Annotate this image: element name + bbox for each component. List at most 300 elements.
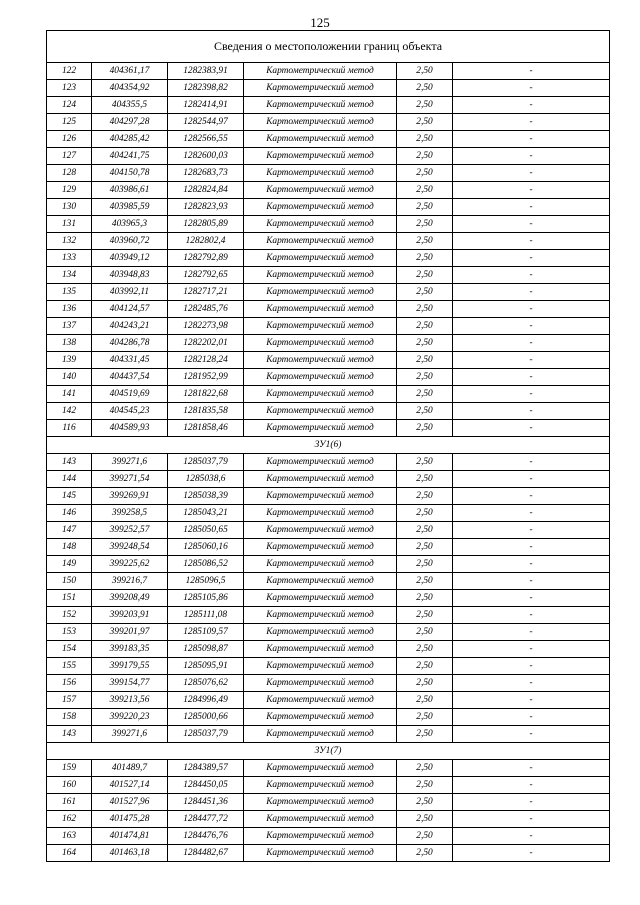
x-coordinate-cell: 404150,78 <box>92 165 168 182</box>
method-cell: Картометрический метод <box>244 454 397 471</box>
y-coordinate-cell: 1282566,55 <box>168 131 244 148</box>
point-number-cell: 123 <box>47 80 92 97</box>
x-coordinate-cell: 404297,28 <box>92 114 168 131</box>
method-cell: Картометрический метод <box>244 199 397 216</box>
description-cell: - <box>453 624 610 641</box>
accuracy-cell: 2,50 <box>397 658 453 675</box>
table-row <box>47 811 610 828</box>
accuracy-cell: 2,50 <box>397 148 453 165</box>
y-coordinate-cell: 1281835,58 <box>168 403 244 420</box>
accuracy-cell: 2,50 <box>397 63 453 80</box>
accuracy-cell: 2,50 <box>397 420 453 437</box>
accuracy-cell: 2,50 <box>397 624 453 641</box>
x-coordinate-cell: 401475,28 <box>92 811 168 828</box>
description-cell: - <box>453 369 610 386</box>
x-coordinate-cell: 399252,57 <box>92 522 168 539</box>
y-coordinate-cell: 1285037,79 <box>168 726 244 743</box>
x-coordinate-cell: 401474,81 <box>92 828 168 845</box>
description-cell: - <box>453 760 610 777</box>
table-row <box>47 556 610 573</box>
accuracy-cell: 2,50 <box>397 454 453 471</box>
accuracy-cell: 2,50 <box>397 675 453 692</box>
method-cell: Картометрический метод <box>244 760 397 777</box>
description-cell: - <box>453 675 610 692</box>
description-cell: - <box>453 811 610 828</box>
point-number-cell: 147 <box>47 522 92 539</box>
point-number-cell: 146 <box>47 505 92 522</box>
y-coordinate-cell: 1282792,65 <box>168 267 244 284</box>
method-cell: Картометрический метод <box>244 828 397 845</box>
point-number-cell: 158 <box>47 709 92 726</box>
accuracy-cell: 2,50 <box>397 369 453 386</box>
y-coordinate-cell: 1284451,36 <box>168 794 244 811</box>
x-coordinate-cell: 403960,72 <box>92 233 168 250</box>
method-cell: Картометрический метод <box>244 318 397 335</box>
x-coordinate-cell: 404519,69 <box>92 386 168 403</box>
x-coordinate-cell: 399225,62 <box>92 556 168 573</box>
method-cell: Картометрический метод <box>244 658 397 675</box>
point-number-cell: 150 <box>47 573 92 590</box>
point-number-cell: 143 <box>47 454 92 471</box>
table-title-row <box>47 31 610 63</box>
method-cell: Картометрический метод <box>244 607 397 624</box>
table-row <box>47 726 610 743</box>
table-row <box>47 403 610 420</box>
x-coordinate-cell: 399208,49 <box>92 590 168 607</box>
accuracy-cell: 2,50 <box>397 386 453 403</box>
description-cell: - <box>453 488 610 505</box>
accuracy-cell: 2,50 <box>397 573 453 590</box>
table-row <box>47 505 610 522</box>
accuracy-cell: 2,50 <box>397 641 453 658</box>
x-coordinate-cell: 404241,75 <box>92 148 168 165</box>
method-cell: Картометрический метод <box>244 301 397 318</box>
table-row <box>47 63 610 80</box>
method-cell: Картометрический метод <box>244 267 397 284</box>
x-coordinate-cell: 401527,14 <box>92 777 168 794</box>
description-cell: - <box>453 573 610 590</box>
x-coordinate-cell: 404355,5 <box>92 97 168 114</box>
description-cell: - <box>453 709 610 726</box>
point-number-cell: 157 <box>47 692 92 709</box>
y-coordinate-cell: 1285038,39 <box>168 488 244 505</box>
point-number-cell: 125 <box>47 114 92 131</box>
y-coordinate-cell: 1284450,05 <box>168 777 244 794</box>
method-cell: Картометрический метод <box>244 63 397 80</box>
x-coordinate-cell: 399201,97 <box>92 624 168 641</box>
y-coordinate-cell: 1282805,89 <box>168 216 244 233</box>
table-row <box>47 80 610 97</box>
method-cell: Картометрический метод <box>244 641 397 658</box>
method-cell: Картометрический метод <box>244 488 397 505</box>
y-coordinate-cell: 1285098,87 <box>168 641 244 658</box>
table-row <box>47 692 610 709</box>
description-cell: - <box>453 726 610 743</box>
accuracy-cell: 2,50 <box>397 301 453 318</box>
accuracy-cell: 2,50 <box>397 471 453 488</box>
table-row <box>47 97 610 114</box>
x-coordinate-cell: 404124,57 <box>92 301 168 318</box>
accuracy-cell: 2,50 <box>397 709 453 726</box>
description-cell: - <box>453 165 610 182</box>
point-number-cell: 156 <box>47 675 92 692</box>
accuracy-cell: 2,50 <box>397 794 453 811</box>
description-cell: - <box>453 556 610 573</box>
description-cell: - <box>453 794 610 811</box>
accuracy-cell: 2,50 <box>397 522 453 539</box>
table-title: Сведения о местоположении границ объекта <box>47 31 610 63</box>
description-cell: - <box>453 420 610 437</box>
y-coordinate-cell: 1282383,91 <box>168 63 244 80</box>
accuracy-cell: 2,50 <box>397 692 453 709</box>
description-cell: - <box>453 522 610 539</box>
point-number-cell: 153 <box>47 624 92 641</box>
point-number-cell: 130 <box>47 199 92 216</box>
x-coordinate-cell: 403965,3 <box>92 216 168 233</box>
y-coordinate-cell: 1282273,98 <box>168 318 244 335</box>
section-header-row <box>47 743 610 760</box>
method-cell: Картометрический метод <box>244 811 397 828</box>
point-number-cell: 163 <box>47 828 92 845</box>
point-number-cell: 131 <box>47 216 92 233</box>
method-cell: Картометрический метод <box>244 352 397 369</box>
x-coordinate-cell: 403948,83 <box>92 267 168 284</box>
table-row <box>47 777 610 794</box>
point-number-cell: 132 <box>47 233 92 250</box>
y-coordinate-cell: 1282792,89 <box>168 250 244 267</box>
x-coordinate-cell: 399220,23 <box>92 709 168 726</box>
y-coordinate-cell: 1282202,01 <box>168 335 244 352</box>
y-coordinate-cell: 1285038,6 <box>168 471 244 488</box>
table-row <box>47 454 610 471</box>
y-coordinate-cell: 1282544,97 <box>168 114 244 131</box>
description-cell: - <box>453 148 610 165</box>
point-number-cell: 133 <box>47 250 92 267</box>
table-row <box>47 165 610 182</box>
accuracy-cell: 2,50 <box>397 488 453 505</box>
description-cell: - <box>453 216 610 233</box>
x-coordinate-cell: 404354,92 <box>92 80 168 97</box>
point-number-cell: 142 <box>47 403 92 420</box>
x-coordinate-cell: 399183,35 <box>92 641 168 658</box>
method-cell: Картометрический метод <box>244 845 397 862</box>
point-number-cell: 128 <box>47 165 92 182</box>
x-coordinate-cell: 404331,45 <box>92 352 168 369</box>
table-row <box>47 318 610 335</box>
method-cell: Картометрический метод <box>244 692 397 709</box>
y-coordinate-cell: 1282823,93 <box>168 199 244 216</box>
x-coordinate-cell: 399271,6 <box>92 726 168 743</box>
description-cell: - <box>453 845 610 862</box>
y-coordinate-cell: 1285111,08 <box>168 607 244 624</box>
table-row <box>47 590 610 607</box>
method-cell: Картометрический метод <box>244 182 397 199</box>
x-coordinate-cell: 399213,56 <box>92 692 168 709</box>
description-cell: - <box>453 114 610 131</box>
point-number-cell: 136 <box>47 301 92 318</box>
y-coordinate-cell: 1285086,52 <box>168 556 244 573</box>
accuracy-cell: 2,50 <box>397 335 453 352</box>
x-coordinate-cell: 403992,11 <box>92 284 168 301</box>
description-cell: - <box>453 301 610 318</box>
table-row <box>47 352 610 369</box>
accuracy-cell: 2,50 <box>397 284 453 301</box>
y-coordinate-cell: 1285105,86 <box>168 590 244 607</box>
x-coordinate-cell: 399271,6 <box>92 454 168 471</box>
point-number-cell: 149 <box>47 556 92 573</box>
description-cell: - <box>453 828 610 845</box>
accuracy-cell: 2,50 <box>397 97 453 114</box>
method-cell: Картометрический метод <box>244 539 397 556</box>
point-number-cell: 160 <box>47 777 92 794</box>
y-coordinate-cell: 1282600,03 <box>168 148 244 165</box>
point-number-cell: 148 <box>47 539 92 556</box>
accuracy-cell: 2,50 <box>397 760 453 777</box>
x-coordinate-cell: 401489,7 <box>92 760 168 777</box>
description-cell: - <box>453 199 610 216</box>
method-cell: Картометрический метод <box>244 522 397 539</box>
y-coordinate-cell: 1281822,68 <box>168 386 244 403</box>
table-row <box>47 641 610 658</box>
point-number-cell: 140 <box>47 369 92 386</box>
table-row <box>47 233 610 250</box>
x-coordinate-cell: 399154,77 <box>92 675 168 692</box>
description-cell: - <box>453 97 610 114</box>
x-coordinate-cell: 404361,17 <box>92 63 168 80</box>
page-number: 125 <box>310 15 330 30</box>
accuracy-cell: 2,50 <box>397 318 453 335</box>
method-cell: Картометрический метод <box>244 505 397 522</box>
table-row <box>47 709 610 726</box>
x-coordinate-cell: 399216,7 <box>92 573 168 590</box>
description-cell: - <box>453 352 610 369</box>
y-coordinate-cell: 1285060,16 <box>168 539 244 556</box>
point-number-cell: 155 <box>47 658 92 675</box>
table-row <box>47 284 610 301</box>
description-cell: - <box>453 590 610 607</box>
method-cell: Картометрический метод <box>244 216 397 233</box>
y-coordinate-cell: 1282485,76 <box>168 301 244 318</box>
table-row <box>47 624 610 641</box>
table-row <box>47 760 610 777</box>
accuracy-cell: 2,50 <box>397 80 453 97</box>
method-cell: Картометрический метод <box>244 777 397 794</box>
table-row <box>47 301 610 318</box>
accuracy-cell: 2,50 <box>397 607 453 624</box>
table-row <box>47 794 610 811</box>
table-row <box>47 488 610 505</box>
accuracy-cell: 2,50 <box>397 165 453 182</box>
method-cell: Картометрический метод <box>244 726 397 743</box>
y-coordinate-cell: 1281952,99 <box>168 369 244 386</box>
x-coordinate-cell: 404285,42 <box>92 131 168 148</box>
method-cell: Картометрический метод <box>244 284 397 301</box>
table-row <box>47 131 610 148</box>
y-coordinate-cell: 1285096,5 <box>168 573 244 590</box>
description-cell: - <box>453 335 610 352</box>
point-number-cell: 138 <box>47 335 92 352</box>
y-coordinate-cell: 1282128,24 <box>168 352 244 369</box>
y-coordinate-cell: 1284996,49 <box>168 692 244 709</box>
accuracy-cell: 2,50 <box>397 828 453 845</box>
description-cell: - <box>453 233 610 250</box>
description-cell: - <box>453 386 610 403</box>
table-row <box>47 114 610 131</box>
description-cell: - <box>453 607 610 624</box>
x-coordinate-cell: 399258,5 <box>92 505 168 522</box>
table-row <box>47 250 610 267</box>
description-cell: - <box>453 505 610 522</box>
method-cell: Картометрический метод <box>244 386 397 403</box>
y-coordinate-cell: 1284389,57 <box>168 760 244 777</box>
point-number-cell: 127 <box>47 148 92 165</box>
x-coordinate-cell: 399179,55 <box>92 658 168 675</box>
point-number-cell: 152 <box>47 607 92 624</box>
point-number-cell: 159 <box>47 760 92 777</box>
method-cell: Картометрический метод <box>244 573 397 590</box>
y-coordinate-cell: 1285109,57 <box>168 624 244 641</box>
y-coordinate-cell: 1281858,46 <box>168 420 244 437</box>
accuracy-cell: 2,50 <box>397 199 453 216</box>
table-row <box>47 471 610 488</box>
table-row <box>47 148 610 165</box>
point-number-cell: 145 <box>47 488 92 505</box>
accuracy-cell: 2,50 <box>397 182 453 199</box>
x-coordinate-cell: 399269,91 <box>92 488 168 505</box>
table-row <box>47 182 610 199</box>
method-cell: Картометрический метод <box>244 114 397 131</box>
description-cell: - <box>453 63 610 80</box>
y-coordinate-cell: 1285037,79 <box>168 454 244 471</box>
method-cell: Картометрический метод <box>244 590 397 607</box>
point-number-cell: 116 <box>47 420 92 437</box>
accuracy-cell: 2,50 <box>397 590 453 607</box>
method-cell: Картометрический метод <box>244 471 397 488</box>
description-cell: - <box>453 692 610 709</box>
point-number-cell: 141 <box>47 386 92 403</box>
x-coordinate-cell: 404286,78 <box>92 335 168 352</box>
x-coordinate-cell: 401463,18 <box>92 845 168 862</box>
method-cell: Картометрический метод <box>244 556 397 573</box>
boundary-coordinates-table <box>46 30 610 862</box>
table-row <box>47 335 610 352</box>
point-number-cell: 151 <box>47 590 92 607</box>
y-coordinate-cell: 1282717,21 <box>168 284 244 301</box>
table-row <box>47 199 610 216</box>
table-row <box>47 828 610 845</box>
method-cell: Картометрический метод <box>244 675 397 692</box>
description-cell: - <box>453 80 610 97</box>
accuracy-cell: 2,50 <box>397 811 453 828</box>
y-coordinate-cell: 1285000,66 <box>168 709 244 726</box>
point-number-cell: 129 <box>47 182 92 199</box>
table-row <box>47 386 610 403</box>
y-coordinate-cell: 1284476,76 <box>168 828 244 845</box>
y-coordinate-cell: 1282824,84 <box>168 182 244 199</box>
method-cell: Картометрический метод <box>244 97 397 114</box>
method-cell: Картометрический метод <box>244 624 397 641</box>
table-row <box>47 267 610 284</box>
description-cell: - <box>453 267 610 284</box>
table-row <box>47 675 610 692</box>
y-coordinate-cell: 1284482,67 <box>168 845 244 862</box>
table-row <box>47 216 610 233</box>
accuracy-cell: 2,50 <box>397 777 453 794</box>
method-cell: Картометрический метод <box>244 131 397 148</box>
table-row <box>47 607 610 624</box>
x-coordinate-cell: 404589,93 <box>92 420 168 437</box>
description-cell: - <box>453 284 610 301</box>
point-number-cell: 135 <box>47 284 92 301</box>
description-cell: - <box>453 641 610 658</box>
method-cell: Картометрический метод <box>244 420 397 437</box>
description-cell: - <box>453 131 610 148</box>
point-number-cell: 124 <box>47 97 92 114</box>
accuracy-cell: 2,50 <box>397 556 453 573</box>
method-cell: Картометрический метод <box>244 335 397 352</box>
point-number-cell: 126 <box>47 131 92 148</box>
table-row <box>47 539 610 556</box>
y-coordinate-cell: 1282802,4 <box>168 233 244 250</box>
x-coordinate-cell: 399248,54 <box>92 539 168 556</box>
x-coordinate-cell: 404545,23 <box>92 403 168 420</box>
description-cell: - <box>453 777 610 794</box>
y-coordinate-cell: 1284477,72 <box>168 811 244 828</box>
description-cell: - <box>453 471 610 488</box>
y-coordinate-cell: 1285043,21 <box>168 505 244 522</box>
description-cell: - <box>453 539 610 556</box>
table-row <box>47 369 610 386</box>
x-coordinate-cell: 403986,61 <box>92 182 168 199</box>
description-cell: - <box>453 658 610 675</box>
y-coordinate-cell: 1282414,91 <box>168 97 244 114</box>
x-coordinate-cell: 403985,59 <box>92 199 168 216</box>
point-number-cell: 122 <box>47 63 92 80</box>
point-number-cell: 137 <box>47 318 92 335</box>
method-cell: Картометрический метод <box>244 794 397 811</box>
description-cell: - <box>453 403 610 420</box>
method-cell: Картометрический метод <box>244 165 397 182</box>
x-coordinate-cell: 401527,96 <box>92 794 168 811</box>
table-row <box>47 522 610 539</box>
accuracy-cell: 2,50 <box>397 131 453 148</box>
point-number-cell: 144 <box>47 471 92 488</box>
accuracy-cell: 2,50 <box>397 845 453 862</box>
description-cell: - <box>453 318 610 335</box>
point-number-cell: 154 <box>47 641 92 658</box>
accuracy-cell: 2,50 <box>397 216 453 233</box>
method-cell: Картометрический метод <box>244 709 397 726</box>
y-coordinate-cell: 1282398,82 <box>168 80 244 97</box>
x-coordinate-cell: 399203,91 <box>92 607 168 624</box>
method-cell: Картометрический метод <box>244 250 397 267</box>
method-cell: Картометрический метод <box>244 403 397 420</box>
accuracy-cell: 2,50 <box>397 250 453 267</box>
table-row <box>47 658 610 675</box>
method-cell: Картометрический метод <box>244 148 397 165</box>
y-coordinate-cell: 1285076,62 <box>168 675 244 692</box>
accuracy-cell: 2,50 <box>397 505 453 522</box>
accuracy-cell: 2,50 <box>397 403 453 420</box>
y-coordinate-cell: 1285050,65 <box>168 522 244 539</box>
method-cell: Картометрический метод <box>244 80 397 97</box>
point-number-cell: 134 <box>47 267 92 284</box>
accuracy-cell: 2,50 <box>397 726 453 743</box>
x-coordinate-cell: 403949,12 <box>92 250 168 267</box>
point-number-cell: 164 <box>47 845 92 862</box>
point-number-cell: 143 <box>47 726 92 743</box>
description-cell: - <box>453 182 610 199</box>
